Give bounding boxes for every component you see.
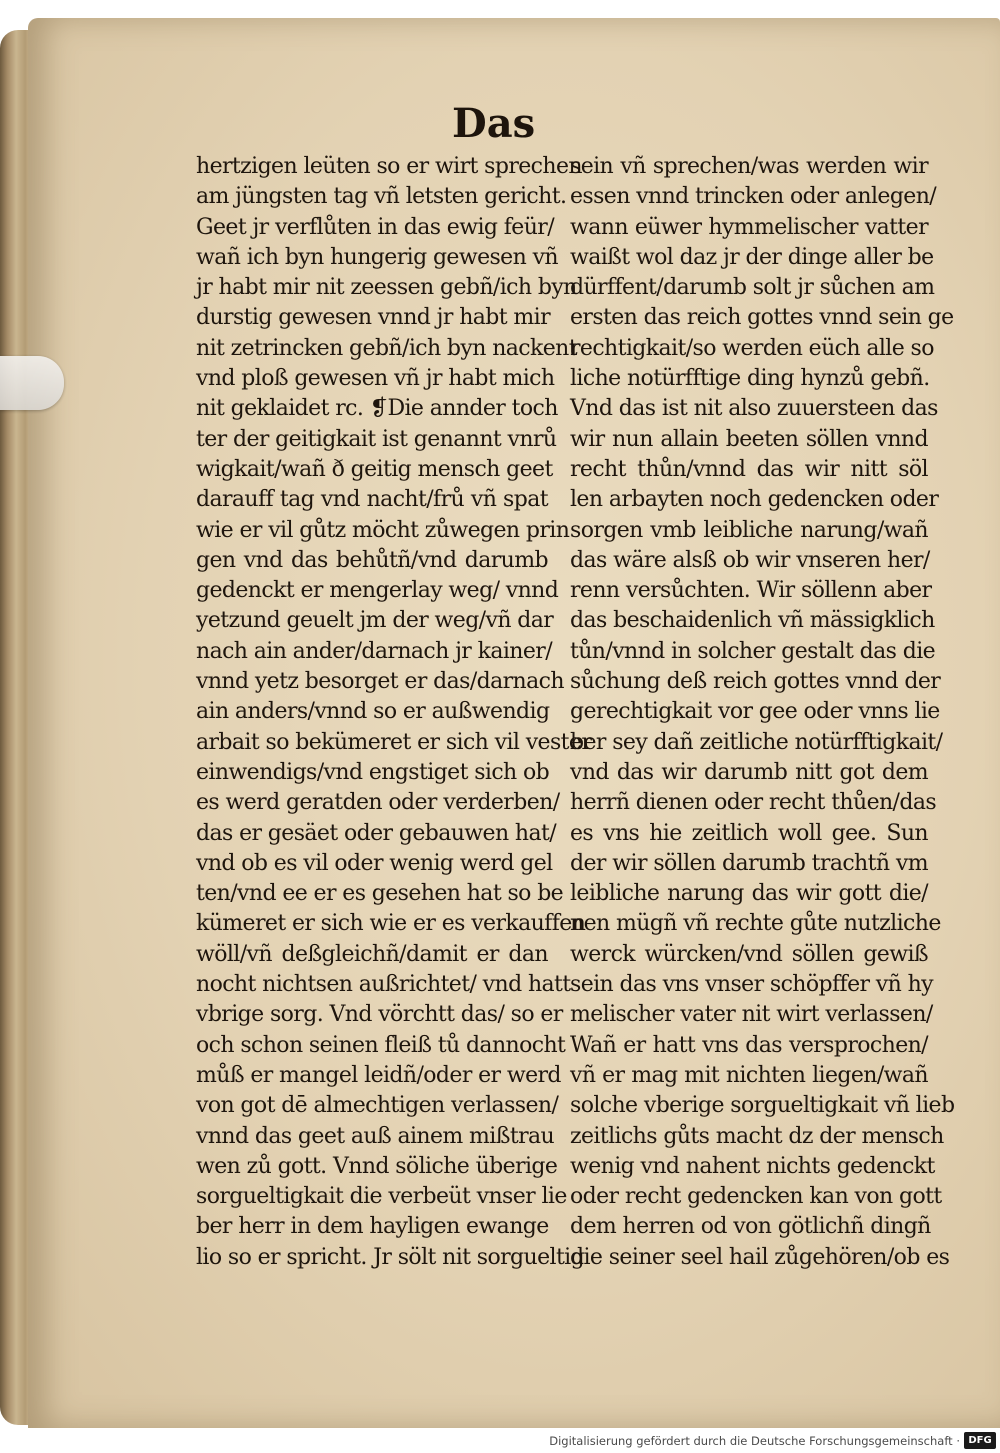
text-line: wann eüwer hymmelischer vatter (570, 214, 928, 240)
text-line: sein das vns vnser schöpffer vñ hy (570, 972, 933, 998)
text-line: wenig vnd nahent nichts gedenckt (570, 1153, 935, 1179)
text-line: das er gesäet oder gebauwen hat/ (196, 820, 557, 846)
text-line: ter der geitigkait ist genannt vnrů (196, 426, 557, 452)
text-line: dürffent/darumb solt jr sůchen am (570, 275, 935, 301)
text-line: Geet jr verflůten in das ewig feür/ (196, 214, 555, 240)
text-line: essen vnnd trincken oder anlegen/ (570, 184, 937, 210)
text-line: von got dē almechtigen verlassen/ (196, 1093, 559, 1119)
text-line: nit geklaidet rc. ❡Die annder toch (196, 396, 558, 422)
text-line: die seiner seel hail zůgehören/ob es (570, 1244, 950, 1270)
text-line: tůn/vnnd in solcher gestalt das die (570, 638, 936, 664)
page-clip (0, 356, 64, 410)
text-line: gen vnd das behůtñ/vnd darumb (196, 547, 548, 573)
text-line: vnd ob es vil oder wenig werd gel (196, 850, 553, 876)
text-line: rechtigkait/so werden eüch alle so (570, 335, 934, 361)
text-line: solche vberige sorgueltigkait vñ lieb (570, 1093, 955, 1119)
text-line: nach ain ander/darnach jr kainer/ (196, 638, 553, 664)
text-line: Vnd das ist nit also zuuersteen das (570, 396, 938, 422)
text-line: hertzigen leüten so er wirt sprechen (196, 154, 582, 179)
text-line: gedenckt er mengerlay weg/ vnnd (196, 578, 559, 604)
text-line: ber sey dañ zeitliche notürfftigkait/ (570, 729, 943, 755)
text-line: vnd ploß gewesen vñ jr habt mich (196, 366, 555, 392)
text-line: sůchung deß reich gottes vnnd der (570, 669, 941, 695)
text-line: jr habt mir nit zeessen gebñ/ich byn (196, 275, 577, 301)
catchword: Das (452, 100, 536, 147)
text-line: sorgen vmb leibliche narung/wañ (570, 517, 928, 543)
text-line: nocht nichtsen außrichtet/ vnd hatt (196, 972, 571, 998)
text-line: vbrige sorg. Vnd vörchtt das/ so er (196, 1002, 563, 1028)
text-line: lio so er spricht. Jr sölt nit sorgueltig (196, 1244, 585, 1270)
text-line: len arbayten noch gedencken oder (570, 487, 939, 513)
text-line: renn versůchten. Wir söllenn aber (570, 578, 932, 604)
text-line: ber herr in dem hayligen ewange (196, 1214, 549, 1240)
text-line: vñ er mag mit nichten liegen/wañ (570, 1062, 928, 1088)
text-line: nit zetrincken gebñ/ich byn nackent (196, 335, 577, 361)
text-line: waißt wol daz jr der dinge aller be (570, 244, 934, 270)
text-line: der wir söllen darumb trachtñ vm (570, 850, 928, 876)
text-line: leibliche narung das wir gott die/ (570, 881, 928, 907)
text-line: sorgueltigkait die verbeüt vnser lie (196, 1184, 567, 1210)
text-line: werck würcken/vnd söllen gewiß (570, 941, 928, 967)
text-line: das wäre alsß ob wir vnseren her/ (570, 547, 930, 573)
dfg-logo-icon: DFG (964, 1432, 996, 1449)
text-line: arbait so bekümeret er sich vil vester (196, 729, 592, 755)
text-line: sein vñ sprechen/was werden wir (570, 154, 928, 179)
footer-bar (0, 1428, 1000, 1453)
text-line: ten/vnd ee er es gesehen hat so be (196, 881, 564, 907)
text-line: můß er mangel leidñ/oder er werd (196, 1062, 561, 1088)
text-line: kümeret er sich wie er es verkauffen (196, 911, 586, 937)
text-line: nen mügñ vñ rechte gůte nutzliche (570, 911, 941, 937)
text-line: liche notürfftige ding hynzů gebñ. (570, 366, 930, 392)
text-line: darauff tag vnd nacht/frů vñ spat (196, 487, 548, 513)
text-line: vnd das wir darumb nitt got dem (570, 759, 928, 785)
text-line: durstig gewesen vnnd jr habt mir (196, 305, 551, 331)
text-line: gerechtigkait vor gee oder vnns lie (570, 699, 940, 725)
text-line: wie er vil gůtz möcht zůwegen prin (196, 517, 570, 543)
text-line: es werd geratden oder verderben/ (196, 790, 560, 816)
text-line: es vns hie zeitlich woll gee. Sun (570, 820, 928, 846)
left-text-column (196, 152, 592, 1273)
text-line: wañ ich byn hungerig gewesen vñ (196, 244, 558, 270)
text-line: vnnd yetz besorget er das/darnach (196, 669, 564, 695)
text-line: Wañ er hatt vns das versprochen/ (570, 1032, 928, 1058)
text-line: vnnd das geet auß ainem mißtrau (196, 1123, 555, 1149)
text-line: ersten das reich gottes vnnd sein ge (570, 305, 954, 331)
text-line: ain anders/vnnd so er außwendig (196, 699, 550, 725)
right-text-column (570, 152, 955, 1273)
text-line: herrñ dienen oder recht thůen/das (570, 790, 937, 816)
text-line: wöll/vñ deßgleichñ/damit er dan (196, 941, 548, 967)
text-line: zeitlichs gůts macht dz der mensch (570, 1123, 944, 1149)
text-line: oder recht gedencken kan von gott (570, 1184, 942, 1210)
text-line: am jüngsten tag vñ letsten gericht. (196, 184, 567, 210)
text-line: och schon seinen fleiß tů dannocht (196, 1032, 566, 1058)
text-line: wigkait/wañ ð geitig mensch geet (196, 456, 553, 482)
text-line: yetzund geuelt jm der weg/vñ dar (196, 608, 554, 634)
text-line: wen zů gott. Vnnd söliche überige (196, 1153, 558, 1179)
text-line: wir nun allain beeten söllen vnnd (570, 426, 928, 452)
text-line: dem herren od von götlichñ dingñ (570, 1214, 931, 1240)
footer-credit: Digitalisierung gefördert durch die Deutsche Forschungsgemeinschaft · (549, 1434, 960, 1448)
text-line: melischer vater nit wirt verlassen/ (570, 1002, 933, 1028)
text-line: das beschaidenlich vñ mässigklich (570, 608, 935, 634)
text-line: recht thůn/vnnd das wir nitt söl (570, 456, 928, 482)
text-line: einwendigs/vnd engstiget sich ob (196, 759, 550, 785)
